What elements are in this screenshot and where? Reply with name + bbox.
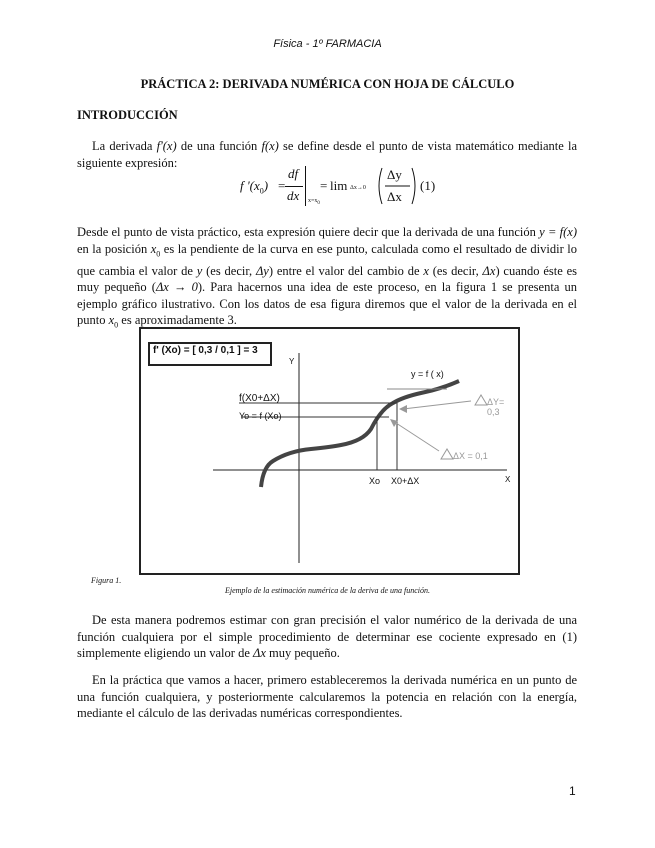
section-heading: INTRODUCCIÓN <box>77 108 178 122</box>
limit-subscript: Δx→0 <box>350 185 366 191</box>
limit-operator: lim <box>330 178 348 193</box>
intro-paragraph: La derivada f'(x) de una función f(x) se define desde el punto de vista matemático mediante la siguiente expresión: <box>77 139 578 170</box>
estimation-paragraph: De esta manera podremos estimar con gran precisión el valor numérico de la derivada de una función cualquiera por el simple procedimiento de determinar ese cociente expresado en (1) simplemente eligiendo un valor de Δx muy pequeño. <box>77 613 577 660</box>
dy-arrowhead <box>399 405 407 413</box>
x0-dx-label: X0+ΔX <box>391 476 420 486</box>
figure-caption: Ejemplo de la estimación numérica de la deriva de una función. <box>224 586 431 595</box>
practice-paragraph: En la práctica que vamos a hacer, primero estableceremos la derivada numérica en un punto de una función cualquiera, y posteriormente calcularemos la potencia en relación con la energía, mediante el cálculo de las derivadas numéricas correspondientes. <box>77 673 577 720</box>
delta-y-symbol <box>475 395 487 405</box>
x0-label: Xo <box>369 476 381 486</box>
equation-number: (1) <box>420 178 436 193</box>
equals-sign-2: = <box>320 178 328 193</box>
eval-subscript: $x=x_0$ <box>308 198 320 207</box>
dx-arrow <box>393 421 439 451</box>
y-axis-label: Y <box>289 357 295 366</box>
function-curve <box>261 381 459 487</box>
dy-label: ΔY= 0,3 <box>487 397 505 417</box>
formula-lhs: f '$(x_0)$ <box>240 178 269 196</box>
y0-label: Yo = f (Xo) <box>239 411 282 421</box>
explanation-paragraph: Desde el punto de vista práctico, esta expresión quiere decir que la derivada de una función y = f(x) en la posición $x_0$ es la pendiente de la curva en ese punto, calculada como el resultado de dividir lo que cambia el valor de y (es decir, Δy) entre el valor del cambio de x (es decir, Δx) cuando éste es muy pequeño (Δx → 0). Para hacernos una idea de este proceso, en la figura 1 se presenta un ejemplo gráfico ilustrativo. Con los datos de esa figura diremos que el valor de la derivada en el punto $x_0$ es aproximadamente 3. <box>77 225 578 330</box>
fraction-bar <box>285 186 303 187</box>
formula-dx: dx <box>287 188 300 203</box>
x-axis-label: X <box>505 475 511 484</box>
dx-label: ΔX = 0,1 <box>453 451 488 461</box>
formula-df: df <box>288 166 299 181</box>
delta-x-symbol <box>441 449 453 459</box>
figure-number: Figura 1. <box>91 576 122 585</box>
page-number: 1 <box>569 784 576 798</box>
f-x0-dx-label: f(X0+ΔX) <box>239 393 280 404</box>
delta-y: Δy <box>387 167 402 182</box>
curve-label: y = f ( x) <box>411 369 444 379</box>
document-title: PRÁCTICA 2: DERIVADA NUMÉRICA CON HOJA DE CÁLCULO <box>140 77 515 91</box>
derivative-formula <box>238 168 478 210</box>
page-header: Física - 1º FARMACIA <box>273 38 382 50</box>
figure-1-box <box>139 327 520 575</box>
equals-sign: = <box>278 178 286 193</box>
dy-arrow <box>403 401 471 409</box>
delta-x: Δx <box>387 189 402 204</box>
eval-bar <box>305 166 306 206</box>
slope-result-label: f' (Xo) = [ 0,3 / 0,1 ] = 3 <box>153 345 258 356</box>
